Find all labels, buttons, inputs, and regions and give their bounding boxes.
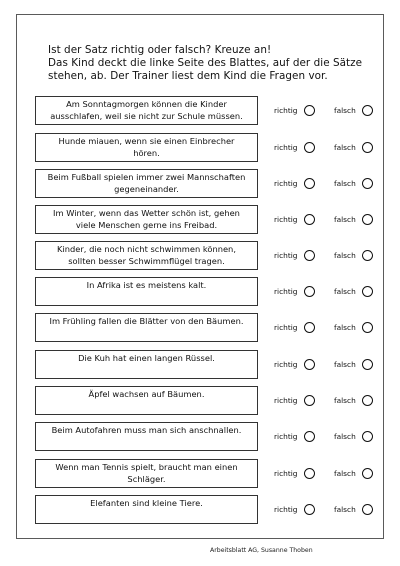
falsch-label: falsch [334,179,356,188]
falsch-label: falsch [334,251,356,260]
falsch-checkbox-circle[interactable] [362,359,373,370]
statement-line: sollten besser Schwimmflügel tragen. [68,255,225,266]
statement-row [35,313,400,342]
statement-box [35,495,258,524]
statement-box [35,133,258,162]
falsch-checkbox-circle[interactable] [362,504,373,515]
instruction-line: Das Kind deckt die linke Seite des Blattes, auf der die Sätze [48,57,363,69]
falsch-option[interactable] [334,459,373,488]
richtig-label: richtig [274,251,298,260]
statement-row [35,241,400,270]
falsch-label: falsch [334,360,356,369]
statement-text [48,172,246,195]
richtig-option[interactable] [274,350,315,379]
statement-line: Die Kuh hat einen langen Rüssel. [78,353,215,363]
richtig-option[interactable] [274,277,315,306]
falsch-option[interactable] [334,133,373,162]
richtig-label: richtig [274,396,298,405]
statement-box [35,459,258,488]
statement-box [35,350,258,379]
richtig-checkbox-circle[interactable] [304,359,315,370]
statement-text [50,99,243,122]
richtig-checkbox-circle[interactable] [304,395,315,406]
statement-box [35,422,258,451]
falsch-label: falsch [334,432,356,441]
richtig-checkbox-circle[interactable] [304,250,315,261]
falsch-option[interactable] [334,205,373,234]
richtig-checkbox-circle[interactable] [304,322,315,333]
falsch-option[interactable] [334,241,373,270]
statement-text [53,208,240,231]
falsch-checkbox-circle[interactable] [362,105,373,116]
richtig-label: richtig [274,106,298,115]
falsch-checkbox-circle[interactable] [362,178,373,189]
statement-text [89,389,205,401]
statement-row [35,205,400,234]
statement-line: Im Frühling fallen die Blätter von den Bäumen. [49,316,244,326]
statement-line: In Afrika ist es meistens kalt. [86,280,207,290]
statement-line: Schläger. [127,473,166,484]
richtig-label: richtig [274,323,298,332]
statement-text [50,316,244,328]
richtig-option[interactable] [274,459,315,488]
richtig-option[interactable] [274,313,315,342]
falsch-label: falsch [334,323,356,332]
instruction-line: Ist der Satz richtig oder falsch? Kreuze an! [48,44,272,56]
statement-line: Beim Fußball spielen immer zwei Mannschaften [47,172,246,182]
richtig-label: richtig [274,287,298,296]
statement-row [35,350,400,379]
statement-text [78,353,215,365]
statement-line: Wenn man Tennis spielt, braucht man einen [55,462,238,472]
statement-text [59,136,235,159]
statement-box [35,169,258,198]
falsch-label: falsch [334,106,356,115]
statement-row [35,277,400,306]
statement-row [35,495,400,524]
statement-text [52,425,242,437]
falsch-label: falsch [334,215,356,224]
falsch-checkbox-circle[interactable] [362,395,373,406]
richtig-checkbox-circle[interactable] [304,214,315,225]
richtig-option[interactable] [274,241,315,270]
falsch-checkbox-circle[interactable] [362,468,373,479]
falsch-option[interactable] [334,169,373,198]
richtig-checkbox-circle[interactable] [304,178,315,189]
falsch-option[interactable] [334,495,373,524]
statement-box [35,277,258,306]
statement-line: hören. [133,147,160,158]
richtig-checkbox-circle[interactable] [304,105,315,116]
falsch-checkbox-circle[interactable] [362,286,373,297]
richtig-option[interactable] [274,386,315,415]
statement-box [35,386,258,415]
falsch-label: falsch [334,143,356,152]
statement-line: Am Sonntagmorgen können die Kinder [66,99,227,109]
falsch-label: falsch [334,287,356,296]
statement-line: viele Menschen gerne ins Freibad. [75,219,218,230]
statement-text [87,280,207,292]
statement-row [35,133,400,162]
falsch-option[interactable] [334,313,373,342]
statement-row [35,96,400,125]
statement-row [35,386,400,415]
statement-text [90,498,203,510]
statement-line: Elefanten sind kleine Tiere. [90,498,203,508]
richtig-label: richtig [274,469,298,478]
richtig-option[interactable] [274,422,315,451]
richtig-option[interactable] [274,495,315,524]
richtig-checkbox-circle[interactable] [304,504,315,515]
falsch-option[interactable] [334,350,373,379]
statement-line: Hunde miauen, wenn sie einen Einbrecher [58,136,235,146]
statement-line: Beim Autofahren muss man sich anschnallen. [51,425,242,435]
falsch-label: falsch [334,469,356,478]
statement-row [35,169,400,198]
statement-line: gegeneinander. [114,183,179,194]
statement-text [57,244,236,267]
statement-box [35,313,258,342]
falsch-option[interactable] [334,277,373,306]
richtig-option[interactable] [274,133,315,162]
richtig-label: richtig [274,179,298,188]
richtig-label: richtig [274,215,298,224]
statement-line: Im Winter, wenn das Wetter schön ist, gehen [53,208,240,218]
richtig-checkbox-circle[interactable] [304,142,315,153]
richtig-label: richtig [274,505,298,514]
richtig-option[interactable] [274,205,315,234]
richtig-label: richtig [274,360,298,369]
statement-line: Kinder, die noch nicht schwimmen können, [57,244,236,254]
falsch-option[interactable] [334,96,373,125]
statement-box [35,205,258,234]
richtig-checkbox-circle[interactable] [304,286,315,297]
falsch-checkbox-circle[interactable] [362,322,373,333]
richtig-checkbox-circle[interactable] [304,431,315,442]
statement-line: Äpfel wachsen auf Bäumen. [88,389,205,399]
statement-row [35,459,400,488]
statement-box [35,96,258,125]
falsch-checkbox-circle[interactable] [362,250,373,261]
richtig-label: richtig [274,143,298,152]
statement-box [35,241,258,270]
falsch-checkbox-circle[interactable] [362,142,373,153]
statement-text [55,462,237,485]
richtig-option[interactable] [274,169,315,198]
falsch-label: falsch [334,396,356,405]
richtig-option[interactable] [274,96,315,125]
richtig-label: richtig [274,432,298,441]
instruction-line: stehen, ab. Der Trainer liest dem Kind die Fragen vor. [48,70,328,82]
falsch-checkbox-circle[interactable] [362,214,373,225]
richtig-checkbox-circle[interactable] [304,468,315,479]
statement-line: ausschlafen, weil sie nicht zur Schule müssen. [50,110,243,121]
falsch-option[interactable] [334,422,373,451]
footer-credit: Arbeitsblatt AG, Susanne Thoben [210,547,313,554]
falsch-option[interactable] [334,386,373,415]
statement-row [35,422,400,451]
falsch-label: falsch [334,505,356,514]
falsch-checkbox-circle[interactable] [362,431,373,442]
